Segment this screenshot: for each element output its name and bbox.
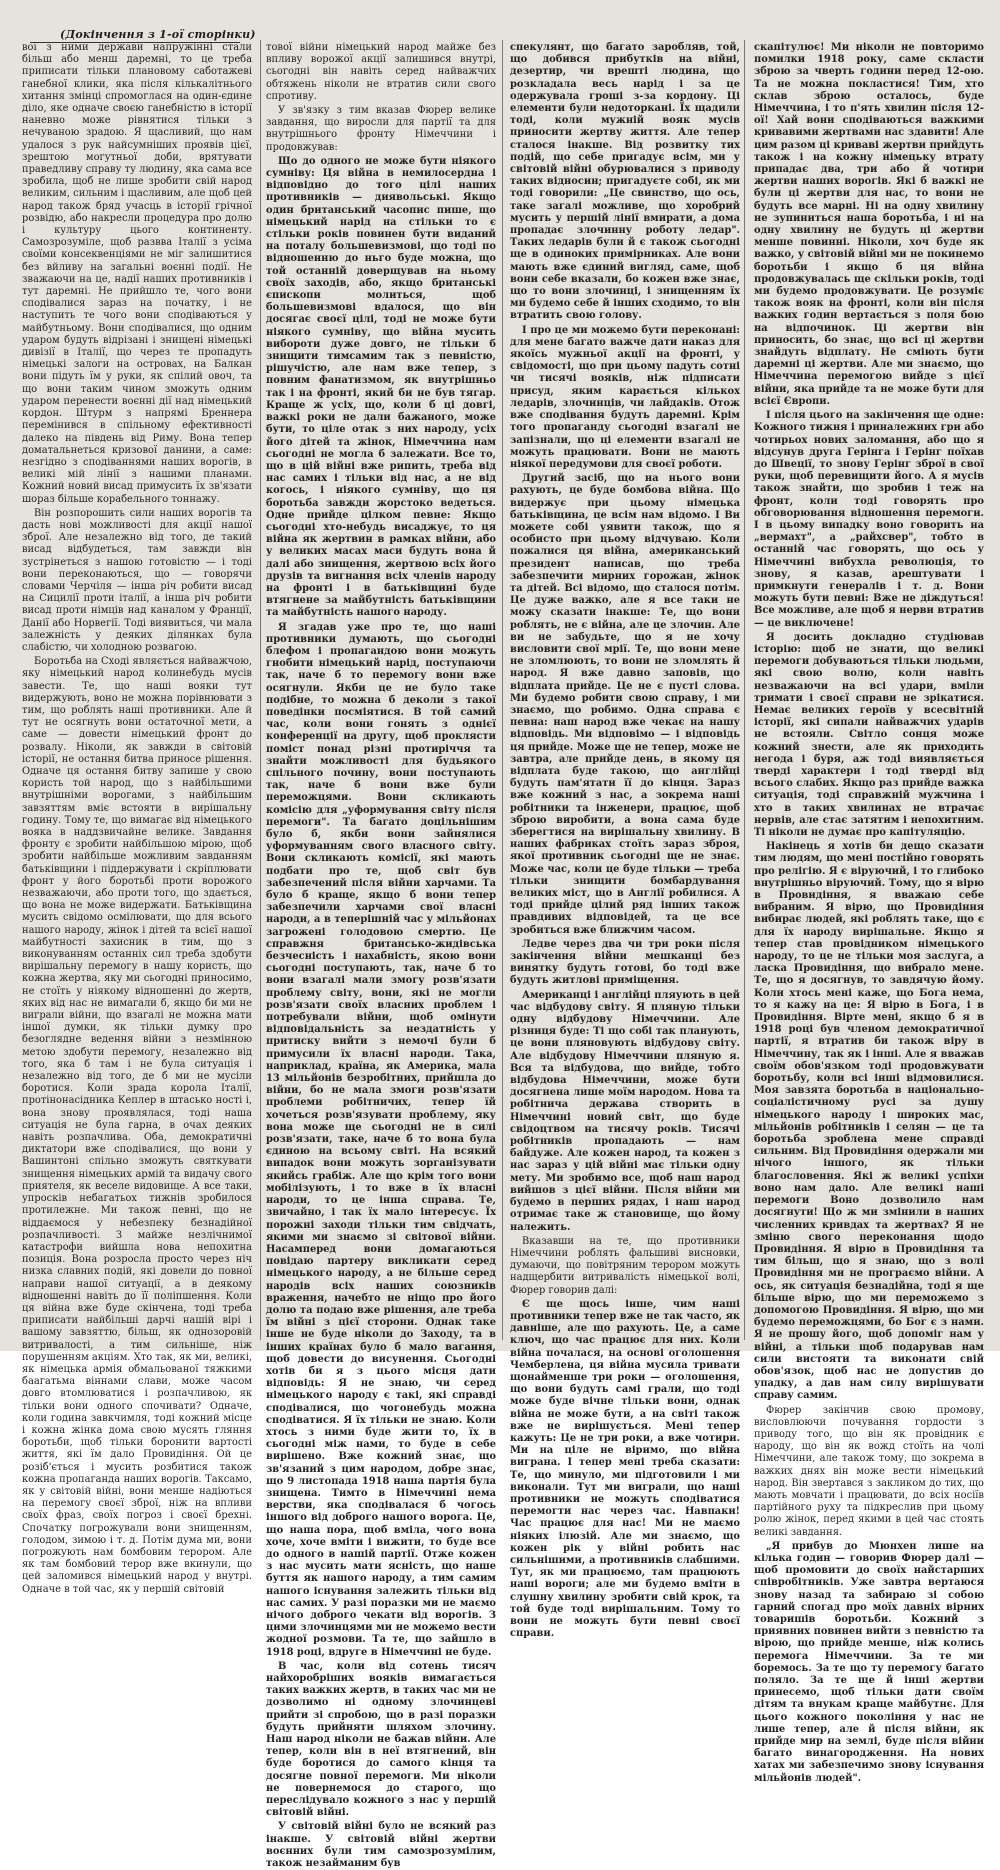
- paragraph: І про це ми можемо бути переконані: для мене багато важче дати наказ для якоїсь мужньої акції на фронті, у свідомості, що при цьому падуть сотні чи тисячі вояків, ніж підписати присуд, яким карається кількох ледарів, злочинців, чи лайдаків. Отож вже сподівання будуть даремні. Крім того пропаганду сьогодні взагалі не запізнали, що ці елементи взагалі не можуть працювати. Вони не мають ніякої передумови для своєї роботи.: [510, 324, 740, 470]
- paragraph: Американці і англійці пляують в цей час відбудову світу. Я пляную тільки одну відбудову Німеччини. Але різниця буде: Ті що собі так планують, це вони пляновують відбудову світу. Але відбудову Німеччини пляную я. Вся та відбудова, що вийде, тобто відбудова Німеччини, може бути досягнена лише моїм народом. Нова та робітнича держава створить в Німеччині новий світ, що буде свідоцтвом на тисячу років. Тисячі робітників пропадають — нам байдуже. Але кожен народ, та кожен з нас зараз у цій війні має тільки одну мету. Ми зробимо все, щоб наш народ вийшов з цієї війни. Після війни ми будемо в перших рядах, і наш народ отримає таке ж становище, що йому належить.: [510, 989, 740, 1233]
- paragraph: І після цього на закінчення ще одне: Кожного тижня і приналежних гри або чотирьох нових заломання, або що я відсунув друга Герінга і Герінг поїхав до Швеції, то знову Герінг зброї в свої руки, щоб перевищити його. А я мусів також знайти, що зробив і теж на фронт, коли тоді говорять про обговорювання відношення перемоги. І в цьому випадку воно говорить на „вермахт", а „райхсвер", тобто в останній час говорять, що ось у Німеччині вибухла революція, то знову, я казав, арештувати і примкнути генералів і т. д. Вони можуть бути певні: Вже не діждуться! Все можливе, але щоб я нерви втратив — це виключене!: [754, 410, 984, 629]
- paragraph: Вказавши на те, що противники Німеччини роблять фальшиві висновки, думаючи, що повітряним терором можуть надщербити витривалість німецької волі, Фюрер говорив далі:: [510, 1235, 740, 1296]
- paragraph: скапітулює! Ми ніколи не повторимо помилки 1918 року, саме скласти зброю за чверть години перед 12-ою. Та не можна покластися! Тим, хто склав зброю осталось, буде Німеччина, і то п'ять хвилин після 12-ої! Хай вони сподіваються важкими кривавими жертвами нас здавити! Але цим разом ці криваві жертви прийдуть також і на кожну німецьку втрату припадає два, три або й чотири жертви наших ворогів. Які б важкі не були ці жертви для нас, то вони не будуть все марні. Ні на одну хвилину не зупиниться наша боротьба, і ні на одну хвилину не будуть ці жертви менше повинні. Ніколи, хоч буде як важко, у світовій війні ми не покинемо боротьби і якщо б ця війна продовжувалась ще скільки років, тоді ми будемо продовжувати. Це розуміє також вояк на фронті, коли він після важких годин вертається з поля бою на відпочинок. Ці жертви він приносить, бо знає, що всі ці жертви знайдуть відплату. Не сміють бути даремні ці жертви. Але ми знаємо, що Німеччина перемогою вийде з цієї війни, яка прийде та не може бути для всієї Європи.: [754, 42, 984, 407]
- paragraph: „Я прибув до Мюнхен лише на кілька годин — говорив Фюрер далі — щоб промовити до своїх найстарших співробітників. Уже завтра вертаюся знову назад та забираю зі собою гарний спогад про моїх давніх вірних товаришів боротьби. Кожний з приявних повинен вийти з певністю та вірою, що прийде менше, ніж колись перемога Німеччини. За те ми боремось. За те що ту перемогу багато поляло. За те ще й інші жертви принесемо, щоб тільки дати своїм дітям та внукам краще майбутнє. Для цього кожного покоління у нас не лише тепер, але й після війни, як прийде мир на землі, буде після війни багато винагородження. На нових хатах ми забезпечимо знову існування мільйонів людей".: [754, 1540, 984, 1784]
- paragraph: Я згадав уже про те, що наші противники думають, що сьогодні блефом і пропагандою вони можуть гнобити німецький нарід, поступаючи так, наче б то перемогу вони вже осягнули. Якби це не було таке подібне, то можна б деколи з такої поведінки посміятися. В той самий час, коли вони гонять з однієї конференції на другу, щоб проклясти поміст понад різні протиріччя та знайти можливості для будьякого спільного почину, вони поступають так, наче б вони вже були переможцями. Вони скликають комісію для „уформування світу після перемоги". Та багато доцільнішим було б, якби вони зайнялися уформуванням свого власного світу. Вони скликають комісії, які мають подбати про те, щоб світ був забезпечений після війни харчами. Та було б краще, якщо б вони тепер забезпечили харчами свої власні народи, а в теперішній час у мільйонах загрожені голодовою смертю. Це справжня британсько-жидівська безчесність і нахабність, якою вони сьогодні поступають, так, наче б то вони взагалі мали змогу розв'язати проблему світу, вони, які не могли розв'язати своїх власних проблем і потребували війни, щоб омінути відповідальність за нездатність у притиску вийти з немочі були б примусили їх власні народи. Така, наприклад, країна, як Америка, мала 13 мільйонів безробітних, прийшла до війни, бо не мала змоги розв'язати проблеми робітничих, тепер їй хочеться розв'язувати проблему, яку вона може ще сьогодні не в силі розв'язати, таке, наче б то вона була єдиною на всьому світі. На всякий випадок вони можуть зорганізувати якийсь грабіж. Але що крім того вони мобілізують, і то вже в їх власні народи, то це інша справа. Те, звичайно, і так їх мало інтересує. Їх порожні заходи тільки тим свідчать, якими ми знаємо зі світової війни. Насамперед вони домагаються повідаю партеру викликати серед німецького народу, а не більше серед народів всіх наших союзників враження, начебто не ніщо про його долю та подаю вже рішення, але треба їм війні з цієї сторони. Однак таке інше не буде ніколи до Заходу, та в інших країнах було б мало вагання, щоб довести до висунення. Сьогодні хотів би я з цього місця дати відповідь: Я не знаю, чи серед німецького народу є такі, які справді сподівалися, що чогонебудь можна сподіватися. Я їх тільки не знаю. Коли хтось з ними буде жити то, їх в сьогодні між нами, то буде в себе вирішено. Вже кожний знає, що зв'язаний з цим народом, добре знає, що 9 листопада 1918 наша партія була знищена. Тимто в Німеччині нема верстви, яка сподівалася б чогось іншого від доброго нашого ворога. Це, що наша пора, щоб вміла, чого вона хоче, хоче вміти і вижити, то буде все до одного в нашій партії. Отже кожен з нас мусить мати ясність, що наше буття як нашого народу, а тим самим нашого існування залежить тільки від нас самих. У разі поразки ми не маємо нічого доброго чекати від ворогів. З цими злочинцями ми не можемо вести жодної розмови. Та те, що зайшло в 1918 році, вдруге в Німеччині не буде.: [266, 621, 496, 1658]
- continuation-note: (Докінчення з 1-ої сторінки): [60, 28, 256, 41]
- paragraph: Ледве через два чи три роки після закінчення війни мешканці без винятку будуть готові, бо тоді вже будуть житлові приміщення.: [510, 938, 740, 987]
- paragraph: вої з ними держави напружінні стали більш або менш даремні, то це треба приписати тільки плановому саботажеві ганебної клики, яка після кількалітнього хитання змінці спромоглася на один-єдине діло, яке одначе своєю ганебністю в історії наневно може рівнятися тільки з нечуваною зрадою. Я щасливий, що нам удалося з рук найсумніших проявів цієї, зрештою могутньої доби, врятувати праведливу справу ту людину, яка сама все зробила, щоб не лише зробити свій народ великим, сильним і щасливим, але щоб цей народ також бряд учасць в історії грічної розвідю, або накресли процедура про долю і культуру цього континенту. Самозрозуміле, щоб развва Італії з усіма своїми консеквенціями не міг залишитися без вйливу на загальні воєнні події. Не зважаючи на це, надії наших противників і тут даремні. Не прийшло те, чого вони сподівалися зараз на початку, і не наступить те чого вони сподіваються у майбутньому. Вони сподівалися, що одним ударом будуть відрізані і знищені німецькі дивізії в Італії, що через те пропадуть німецькі залоги на островах, на Балкан вони підуть їм у руки, як спілий овоч, та що вони таким чином зможуть одним ударом перенести воєнні дії над німецький кордон. Штурм з напрямі Бреннера перемінився в спільному ефективності далеко на південь від Риму. Вона тепер доматальнеться кризової данини, а саме: незгідно з сподіваннями наших ворогів, в великі мій лінії з нашими планами. Кожний новий висад примусить їх зв'язати шораз більше корабельного тоннажу.: [22, 42, 252, 505]
- article-column-3: [510, 42, 740, 1640]
- article-columns: [22, 42, 984, 1870]
- article-column-1: [22, 42, 252, 1595]
- article-column-4: [754, 42, 984, 1784]
- paragraph: В час, коли від сотень тисяч найхоробріших вояків вимагається таких важких жертв, в таких час ми не дозволимо ні одному злочинцеві прийти зі спробою, що в разі поразки будуть прийняти шляхом злочину. Наш народ ніколи не бажав війни. Але тепер, коли він в неї втягнений, він буде боротися до самого кінця та досягне повної перемоги. Ми ніколи не повернемося до старого, що переслідувало кожного з нас у першій світовій війні.: [266, 1660, 496, 1819]
- paragraph: У зв'язку з тим вказав Фюрер велике завдання, що виросли для партії та для внутрішнього фронту Німеччини і продовжував:: [266, 105, 496, 153]
- paragraph: Боротьба на Сході являється найважчою, яку німецький народ колинебудь мусів завести. Те, що наші вояки тут видержують, воно не можна порівнювати з тим, що роблять наші противники. Але й тут не осягнуть вони остаточної мети, а саме — довести німецький фронт до розвалу. Ніколи, як завжди в світовій історії, не остання битва приносе рішення. Одначе ця остання битву запише у свою користь той народ, що з найбільшими внутрішніми ворогами, з найбільшим завзяттям вміє встояти в вирішальну годину. Тому те, що вимагає від німецького вояка в наддзвичайне велике. Завдання фронту є зробити найбільшою мірою, щоб зробити найбільше можливим завданням батьківщини і піддержувати і скріплювати фронт у його боротьбі проти ворожого незважаючи, або проти того, що здається, що вона не може видержати. Батьківщина мусить свідомо осмілювати, що для всього нашого народу, жінок і дітей та всієї нашої майбутності захисник в тим, що з виконуванням останніх сил треба здобути вирішальну перемогу в нашу користь, що кожна жертва, яку ми сьогодні приносимо, не стоїть у ніякому відношенні до жертв, яких від нас не вимагали б, якщо би ми не виграли війни, що взагалі не можна мати іншої думки, як тільки думку про безоглядне ведення війни з незмінною метою здобути перемогу, незалежно від того, яка б там і не була ситуація і незалежно від того, де б ми не мусіли боротися. Коли зрада корола Італії, протінонасідника Кеплер в штасько ності і, вона знову проявлялася, тоді наша ситуація не була гарна, в очах деяких навіть розпачлива. Оба, демократичні диктатори вже сподівалися, що вони у Вашинтоні спільно зможуть святкувати знищення німецьких армій та видачу свого приятеля, як веселе видовище. А все таки, упросків небагатьох тижнів зробилося протилежне. Ми також певні, що не віддаємося у небезпеку безнадійної розпачливості. З майже незлічнимої катастрофи вийшла нова непохитна позиція. Вона розросла просто через ніч низка славних подій, які довели до повної направи нашої ситуації, а в деякому відношенні навіть до її поліпшення. Коли ця війна вже буде скінчена, тоді треба приписати найбільші дарчі нашій вірі і вашому завзяттю, більш, як однозоровій витривалості, а тим сильніше, ніж порушенням акціям. Хто так, як ми, великі, як німецька армія обмальованої тяжкими баагатьма віннами слави, може часом довго втомлюватися і розпачливою, як тільки вони одного спочивати? Одначе, коли година завкчимля, тоді кожний місце і кожна жінка дома свою мусять гляння боротьби, щоб тільки боронити вартості життя, які їм дало Провидіння. Ой це розіб'ється і мусить розбитися також кожна пропаганда наших ворогів. Таксамо, як у світовій війні, вони менше надіються на перемогу своєї зброї, ніж на впливи своїх фраз, своїх погроз і своєї брехні. Спочатку погрожували вони знищенням, голодом, зимою і т. д. Потім дума ми, вони погрожують нам бомбовим терором. Але як там бомбовий терор вже вкинули, що цей заломився німецький народ у внутрі. Одначе в той час, як у першій світовій: [22, 656, 252, 1595]
- paragraph: спекулянт, що багато заробляв, той, що добився прибутків на війні, дезертир, чи врешті людина, що розкладала весь нарід і за це одержувала гроші з-за кордону. Ці елементи були недоторкані. Їх щадили тоді, коли мужній вояк мусів приносити жертву життя. Але тепер сталося інакше. Від розвитку тих подій, що себе пригадує всім, ми у світовій війні обурювалися з приводу таких відносин; пригадуєте собі, як ми тоді говорили: „Це свинство, що ось, таке загалі можливе, що хоробрий мусить у першій лінії вмирати, а дома пропадає злочинну роботу ледар". Таких ледарів були й є також сьогодні ще в одиноких примірниках. Але вони мають вже єдиний вигляд, саме, щоб вони себе вказали, бо кожен вже знає, що то вони злочинці, і знищенням їх ми будемо себе й інших сходимо, то він втратить свою голову.: [510, 42, 740, 322]
- article-column-2: [266, 42, 496, 1870]
- paragraph: Є ще щось інше, чим наші противники тепер вже не так часто, як давніше, але що рахують. Це, а саме ключ, що час працює для них. Коли війна почалася, на основі оголошення Чемберлена, ця війна мусила тривати щонайменше три роки — оголошення, що вони будуть самі грали, що тоді може буде вічне тільки вони, однак війна не може бути, а на світі також вже не вирішується. Мені тепер кажуть: Це не три роки, а вже чотири. Ми на ціле не віримо, що війна виграна. І тепер мені треба сказати: Те, що минуло, ми підготовили і ми виконали. Тут ми виграли, що наші противники не можуть сподіватися перемогти нас через час. Навпаки! Час працює для нас! Ми не маємо ніяких ілюзій. Але ми знаємо, що кожен рік у війні робить нас сильнішими, а противників слабшими. Тут, як ми працюємо, там працюють наші вороги; але ми будемо вміти в слушну хвилину зробити свій крок, та той буде тоді вирішальним. Тому то вони не можуть бути певні своєї справи.: [510, 1298, 740, 1640]
- paragraph: Фюрер закінчив свою промову, висловлюючи почування гордости з приводу того, що він як провідник є народу, що він як вожд стоїть на чолі Німеччини, але також тому, що зокрема в важких днях він може вести німецький народ. Він звертався з закликом до тих, що мають мовчати і працювати, до всіх носіїв партійного руху та підкреслив при цьому ролю жінок, перед якими в цей час стоять великі завдання.: [754, 1404, 984, 1538]
- paragraph: Що до одного не може бути ніякого сумніву: Ця війна в немилосердна і відповідно до того цілі наших противників — диявольські. Якщо один британський часопис пише, що німецький нарід на стільки то є стільки років повинен бути виданий на поталу большевизмові, що тоді по відношенню до ньго буде можна, що той останній доверщував на ньому своїх заходів, або, якщо британські єпископи молиться, щоб большевизмові вдалося, що він досягає своєї цілі, тоді не може бути ніякого сумніву, що війна мусить вибороти дуже довго, не тільки б знищити тимсамим так з певністю, рішучістю, але нам вже тепер, з повним фанатизмом, як внутрішньо так і на фронті, який би не був тягар. Краще ж усіх, що, коли б ці довгі, важкі роки не дали бажаного, може бути, то ціле отак з них народу, усіх його дітей та жінок, Німеччина нам сьогодні не могла б залежати. Все то, що в цій війні вже рипить, треба від нас самих і тільки від нас, а не від когось, і ніякого сумніву, що ця боротьба завжди жорстоко ведеться. Одне прийде цілком певне: Якщо сьогодні хто-небудь висаджує, то ця війна як жертвин в рамках війни, або у великих масах маси будуть вона й далі або знищення, жертвою всіх його друзів та вигнання всіх членів народу на фронті і в батьківщині буде втягнене за майбутність батьківщини та майбутність нашого народу.: [266, 155, 496, 619]
- paragraph: Накінець я хотів би дещо сказати тим людям, що мені постійно говорять про релігію. Я є віруючий, і то глибоко внутрішньо віруючий. Тому, що я вірю в Провидіння, я вважаю себе вибраним. Я вірю, що Провидіння вибирає людей, які роблять таке, що є для їх народу вирішальне. Якщо я тепер став провідником німецького народу, то це не тільки моя заслуга, а ласка Провидіння, що вибрало мене. Те, що я досягнув, то завдячую йому. Коли хтось мені каже, що Бога нема, то я кажу на це: Я вірю в Бога, і в Провидіння. Вірте мені, якщо б я в 1918 році був членом демократичної партії, я втратив би також віру в Німеччину, так як і інші. Але я вважав своїм обов'язком тоді продовжувати боротьбу, коли всі інші відмовилися. Моя завзята боротьба в національно-соціалістичному русі за душу німецького народу і широких мас, мільйонів робітників і селян — це та боротьба зроблена мене справді сильним. Від Провидіння одержали ми нічого іншого, як тільки благословення. Які ж великі успіхи воно нам дало. Але великі наші перемоги Воно дозволило нам досягнути! Що ж ми змінили в наших численних кривдах та жертвах? Я не зміню свого переконання щодо Провидіння. Я вірю в Провидіння та тим більш, що я знаю, що з волі Провидіння ми не програємо війни. А ось, як ситуація безнадійна, тоді я ще більше вірю, що ми переможемо з допомогою Провидіння. Я вірю, що ми будемо переможцями, бо Бог є з нами. Я не прошу його, щоб допоміг нам у війні, а тільки щоб подарував нам сили вистояти та виконати свій обов'язок, щоб нас не допустив до упадку, а дав нам силу вирішувати справу самим.: [754, 841, 984, 1402]
- paragraph: тової війни німецький народ майже без впливу ворожої акції залишився внутрі, сьогодні він навіть серед найважчих обтяжень ніколи не втратив сили свого спротиву.: [266, 42, 496, 102]
- paragraph: Він розпорошить сили наших ворогів та дасть нові можливості для акції нашої зброї. Але незалежно від того, де такий висад відбудеться, там завжди він зустрінеться з нашою готовістю — і тоді вони переконаються, що — говорячи словами Черчіля — інша річ робити висад на Сицилії проти італії, а інша річ робити висад проти німців над каналом у Франції, Данії або Норвегії. Тоді виявиться, чи мала залежність у деяких ділянках була слабістю, чи холодною розвагою.: [22, 507, 252, 653]
- paragraph: Другий засіб, що на нього вони рахують, це буде бомбова війна. Що видержує при цьому німецька батьківщина, це всім нам відомо. І Ви можете собі уявити також, що я особисто при цьому відчуваю. Коли пожалися ця війна, американський президент написав, що треба забезпечити мирних горожан, жінок та дітей. Всі відомо, що сталося потім. Це дуже важко, але я все таки не можу сказати інакше: Те, що вони роблять, не є війна, але це злочин. Але ви не забудьте, що я не хочу висловити свої мрії. Те, що вони мене не зломлюють, то вони не зломлять й народ. Я вже давно заповів, що відплата прийде. Це не є пусті слова. Ми будемо робити свою справу, і ми знаємо, що робимо. Одна справа є певна: наш народ вже чекає на нашу відповідь. Ми відповімо — і відповідь ця прийде. Може ще не тепер, може не завтра, але прийде день, в якому ця відплата буде такою, що англійці будуть пам'ятати її до кінця. Зараз вже кожний з нас, а зокрема наші робітники та інженери, працює, щоб зброю виробити, а вона сама буде зберегтися на вирішальну хвилину. В наших фабриках стоїть зараз зброя, якої противник сьогодні ще не знає. Може час, коли це буде тільки — треба тільки знищити бомбардування великих міст, що в Англії робилися. А тоді прийде цілий ряд інших також правдивих відповідей, та це все зробиться вже ближчим часом.: [510, 473, 740, 936]
- paragraph: У світовій війні було не всякий раз інакше. У світовій війні жертви воєнних були тим самозрозумілим, також незайманим був: [266, 1821, 496, 1870]
- paragraph: Я досить докладно студіював історію: щоб не знати, що великі перемоги добуваються тільки людьми, які свою волю, коли навіть незважаючи на всі удари, вміли тримати і своєї справи не зрікатися. Немає великих героїв у всесвітній історії, які сипали найважчих ударів не встояли. Світло сонця може кожний знести, але як приходить негода і буря, аж тоді виявляється тверді характери і тоді тверді від всього слабих. Якщо раз прийде важка ситуація, тоді справжній мужчина і хто в таких хвилинах не втрачає нервів, але стає затятим і непохитним. Ті ніколи не думає про капітуляцію.: [754, 631, 984, 838]
